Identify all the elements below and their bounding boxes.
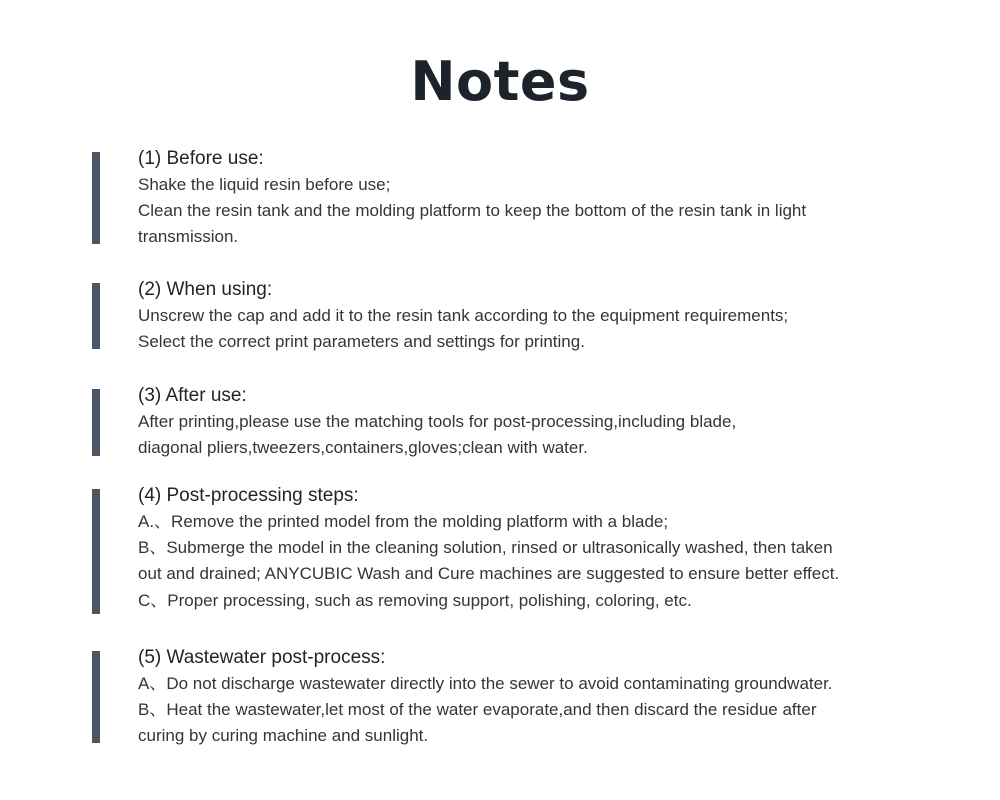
section-line: After printing,please use the matching tools for post-processing,including blade, [138,412,737,431]
section-line: A.、Remove the printed model from the molding platform with a blade; [138,512,669,531]
section-line: Shake the liquid resin before use; [138,175,391,194]
section-body [138,146,928,251]
section-accent-bar [92,152,100,244]
section-line: B、Submerge the model in the cleaning solution, rinsed or ultrasonically washed, then taken [138,538,833,558]
section-accent-bar [92,489,100,614]
section-heading: (2) When using: [138,279,273,300]
section-accent-bar [92,651,100,743]
section-line: Select the correct print parameters and settings for printing. [138,332,585,352]
section-line: Unscrew the cap and add it to the resin tank according to the equipment requirements; [138,306,789,325]
section-line: C、Proper processing, such as removing support, polishing, coloring, etc. [138,590,692,610]
section-heading: (5) Wastewater post-process: [138,647,386,668]
section-body [138,277,928,355]
section-line: B、Heat the wastewater,let most of the water evaporate,and then discard the residue after [138,700,817,720]
section-line: diagonal pliers,tweezers,containers,gloves;clean with water. [138,438,588,458]
section-body [138,483,928,614]
section-line: Clean the resin tank and the molding platform to keep the bottom of the resin tank in light [138,201,807,221]
section-line: transmission. [138,227,239,247]
section-heading: (3) After use: [138,385,247,406]
section-line: curing by curing machine and sunlight. [138,726,429,746]
section-heading: (1) Before use: [138,148,264,169]
section-line: A、Do not discharge wastewater directly into the sewer to avoid contaminating groundwater. [138,674,833,693]
section-accent-bar [92,283,100,349]
section-accent-bar [92,389,100,456]
section-heading: (4) Post-processing steps: [138,485,359,506]
section-line: out and drained; ANYCUBIC Wash and Cure machines are suggested to ensure better effect. [138,564,840,584]
page-title: Notes [410,50,590,113]
section-body [138,645,928,750]
section-body [138,383,928,461]
